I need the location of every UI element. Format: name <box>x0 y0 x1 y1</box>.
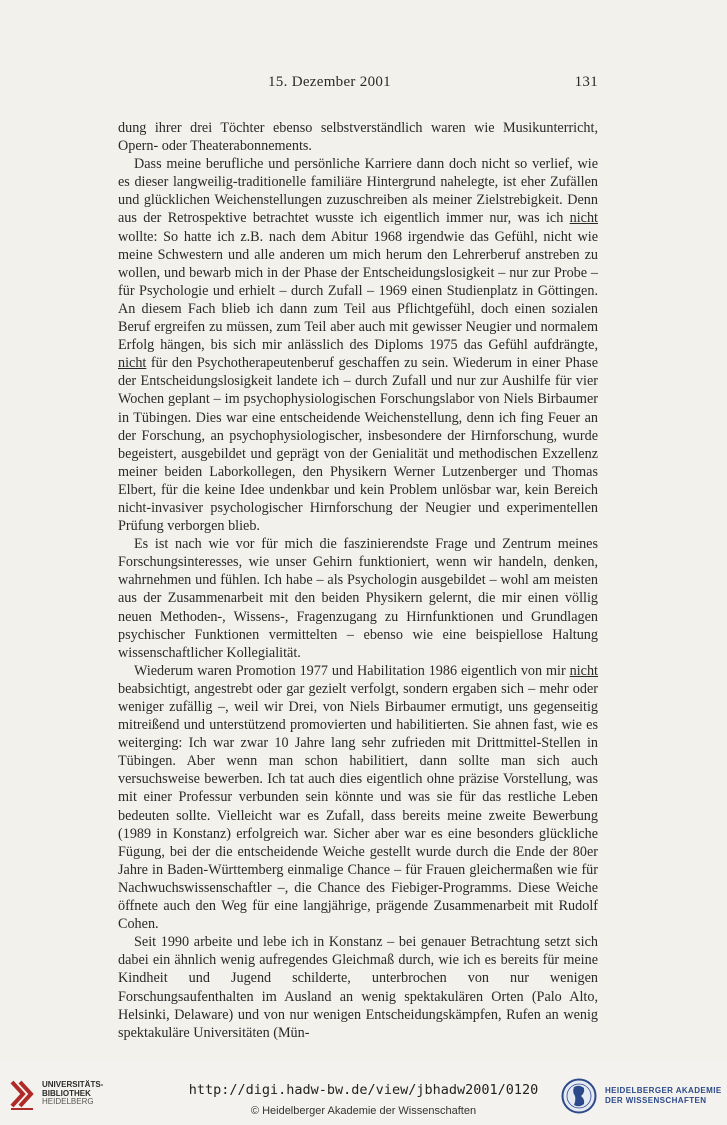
paragraph-text: für den Psychotherapeutenberuf geschaffen zu sein. Wiederum in einer Phase der Entscheidungslosigkeit landete ich – durch Zufall und nur zur Aushilfe für vier Wochen geplant – im psychophysiologischen Forschungslabor von Niels Birbaumer in Tübingen. Dies war eine entscheidende Weichenstellung, denn ich fing Feuer an der Forschung, an psychophysiologischer, insbesondere der Hirnforschung, wurde begeistert, ausgebildet und geprägt von der Genialität und methodischen Exzellenz meiner beiden Laborkollegen, den Physikern Werner Lutzenberger und Thomas Elbert, für die keine Idee undenkbar und kein Problem unlösbar war, kein Bereich nicht-invasiver psychologischer Hirnforschung der Neugier und experimentellen Prüfung verborgen blieb. <box>118 355 598 535</box>
paragraph <box>118 155 598 535</box>
paragraph <box>118 535 598 662</box>
viewer-footer <box>0 1062 727 1125</box>
paragraph-text: Es ist nach wie vor für mich die faszinierendste Frage und Zentrum meines Forschungsinteresses, wie unser Gehirn funktioniert, wenn wir handeln, denken, wahrnehmen und fühlen. Ich habe – als Psychologin ausgebildet – wohl am meisten aus der Zusammenarbeit mit den beiden Physikern gelernt, die mir einen völlig neuen Methoden-, Wissens-, Fragenzugang zu Hirnfunktionen und Grundlagen psychischer Funktionen vermittelten – ebenso wie eine beispiellose Haltung wissenschaftlicher Kollegialität. <box>118 536 598 661</box>
paragraph-text: beabsichtigt, angestrebt oder gar gezielt verfolgt, sondern ergaben sich – mehr oder weniger zufällig –, weil wir Drei, von Niels Birbaumer ermutigt, uns gegenseitig mitreißend und unterstützend promovierten und habilitierten. Sie ahnen fast, wie es weiterging: Ich war zwar 10 Jahre lang sehr zufrieden mit Drittmittel-Stellen in Tübingen. Aber wenn man schon habilitiert, dann sollte man sich auch versuchsweise bewerben. Ich tat auch dies eigentlich ohne präzise Vorstellung, was mit einer Professur verbunden sein könnte und was sie für das restliche Leben bedeuten sollte. Vielleicht war es Zufall, dass bereits meine zweite Bewerbung (1989 in Konstanz) erfolgreich war. Sicher aber war es eine besonders glückliche Fügung, bei der die entscheidende Weiche gestellt wurde durch die Ende der 80er Jahre in Baden-Württemberg einmalige Chance – für Frauen gleichermaßen wie für Nachwuchswissenschaftler –, die Chance des Fiebiger-Programms. Diese Weiche öffnete auch den Weg für eine langjährige, prägende Zusammenarbeit mit Rudolf Cohen. <box>118 680 598 933</box>
copyright-notice: © Heidelberger Akademie der Wissenschaften <box>250 1105 477 1117</box>
ub-label-line: UNIVERSITÄTS- <box>42 1080 104 1089</box>
hadw-seal-logo-icon[interactable] <box>561 1078 597 1114</box>
header-date: 15. Dezember 2001 <box>268 74 391 90</box>
underlined-word: nicht <box>118 355 147 372</box>
paragraph <box>118 119 598 155</box>
hadw-label <box>605 1086 722 1106</box>
page-number: 131 <box>574 74 598 90</box>
ub-label-line: BIBLIOTHEK <box>42 1088 91 1098</box>
underlined-word: nicht <box>569 662 598 679</box>
paragraph <box>118 933 598 1042</box>
permalink-url[interactable]: http://digi.hadw-bw.de/view/jbhadw2001/0120 <box>188 1082 539 1098</box>
body-text <box>118 119 598 1042</box>
paragraph-text: wollte: So hatte ich z.B. nach dem Abitur 1968 irgendwie das Gefühl, nicht wie meine Schwestern und alle anderen um mich herum den Lehrerberuf anstreben zu wollen, und bewarb mich in der Phase der Entscheidungslosigkeit – nur zur Probe – für Psychologie und erhielt – durch Zufall – 1969 einen Studienplatz in Göttingen. An diesem Fach blieb ich dann zum Teil aus Pflichtgefühl, doch einen sozialen Beruf ergreifen zu müssen, zum Teil aber auch mit gewisser Neugier und normalem Erfolg hängen, bis sich mir anlässlich des Diploms 1975 das Gefühl aufdrängte, <box>118 228 598 354</box>
paragraph-text: Dass meine berufliche und persönliche Karriere dann doch nicht so verlief, wie es dieser langweilig-traditionelle familiäre Hintergrund nahelegte, ist eher Zufällen und glücklichen Weichenstellungen zuzuschreiben als meiner Zielstrebigkeit. Denn aus der Retrospektive betrachtet wusste ich eigentlich immer nur, was ich <box>118 156 598 227</box>
underlined-word: nicht <box>569 210 598 227</box>
ub-label-line: HEIDELBERG <box>42 1097 94 1106</box>
paragraph-text: Wiederum waren Promotion 1977 und Habilitation 1986 eigentlich von mir <box>134 662 570 679</box>
paragraph-text: dung ihrer drei Töchter ebenso selbstverständlich waren wie Musikunterricht, Opern- oder Theaterabonnements. <box>118 120 598 155</box>
paragraph-text: Seit 1990 arbeite und lebe ich in Konstanz – bei genauer Betrachtung setzt sich dabei ein ähnlich wenig aufregendes Gleichmaß durch, wie ich es bereits für meine Kindheit und Jugend schilderte, unterbrochen von nur wenigen Forschungsaufenthalten im Ausland an wenig spektakulären Orten (Palo Alto, Helsinki, Delaware) und von nur wenigen Entscheidungskämpfen, Rufen an wenig spektakuläre Universitäten (Mün- <box>118 934 598 1041</box>
hadw-label-line: DER WISSENSCHAFTEN <box>605 1096 707 1105</box>
paragraph <box>118 662 598 933</box>
hadw-label-line: HEIDELBERGER AKADEMIE <box>605 1086 722 1095</box>
